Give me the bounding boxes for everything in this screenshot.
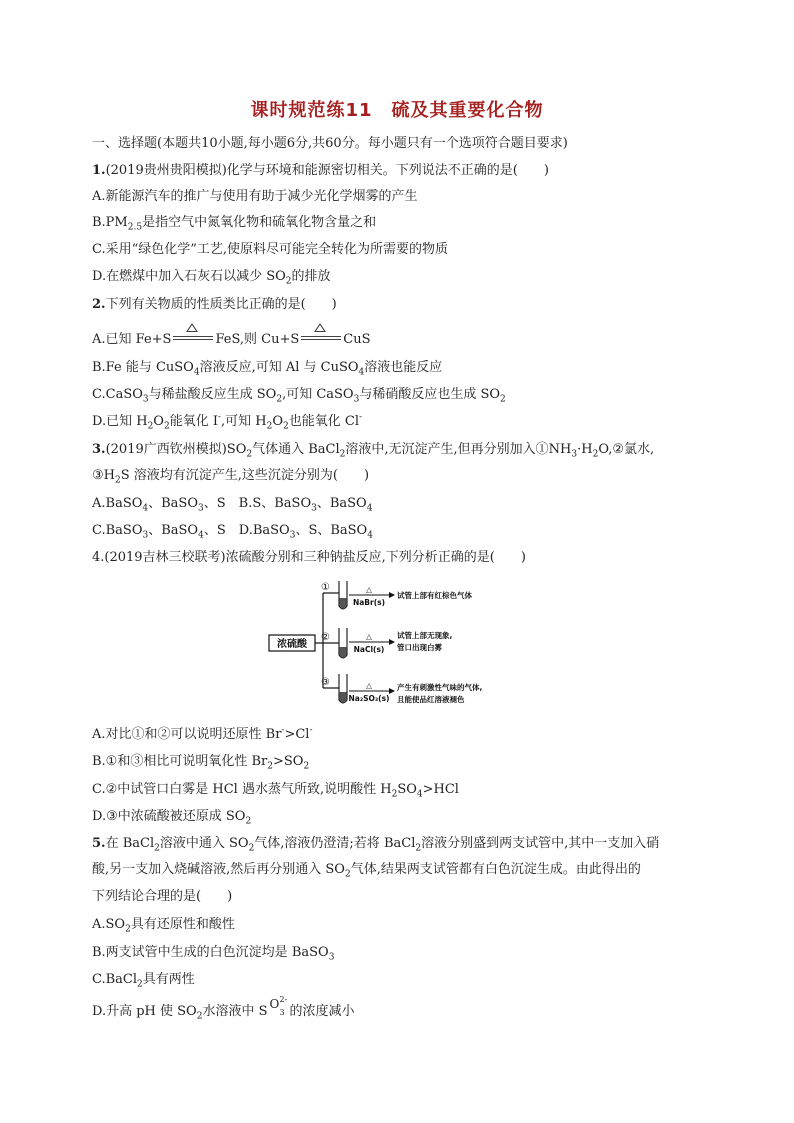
q4-option-c: C.②中试管口白雾是 HCl 遇水蒸气所致,说明酸性 $H_2SO_4>HCl$ <box>92 782 459 800</box>
observation-3b: 且能使品红溶液褪色 <box>397 695 465 704</box>
test-tube-3 <box>339 674 347 703</box>
branch-2-label: ② <box>321 632 330 643</box>
reaction-diagram <box>265 578 535 718</box>
q2-option-c: C.CaSO$_3$与稀盐酸反应生成 $SO_2$,可知 CaSO$_3$与稀硝酸反应也生成 $SO_2$ <box>92 387 506 405</box>
q5-option-a: $A.SO_2$具有还原性和酸性 <box>92 917 235 935</box>
q3-stem-line2: $③H_2S$ 溶液均有沉淀产生,这些沉淀分别为( ) <box>92 468 370 486</box>
q1-d-text: D.在燃煤中加入石灰石以减少 SO <box>92 269 286 284</box>
acid-label: 浓硫酸 <box>277 639 307 650</box>
q1-option-c: C.采用“绿色化学”工艺,使原料尽可能完全转化为所需要的物质 <box>92 242 449 257</box>
q2-a-text1: A.已知 Fe+S <box>92 332 172 347</box>
heat-symbol-1: △ <box>366 585 372 594</box>
q5-option-b: B.两支试管中生成的白色沉淀均是 BaSO$_3$ <box>92 945 335 963</box>
heat-symbol-3: △ <box>366 681 372 690</box>
q2-number: 2. <box>92 297 106 312</box>
q1-stem-text: (2019贵州贵阳模拟)化学与环境和能源密切相关。下列说法不正确的是( ) <box>105 163 549 178</box>
q4-option-d: D.③中浓硫酸被还原成 $SO_2$ <box>92 809 252 827</box>
observation-3a: 产生有刺激性气味的气体, <box>397 683 483 692</box>
q5-stem-line3: 下列结论合理的是( ) <box>92 889 233 904</box>
q4-option-b: B.①和③相比可说明氧化性 $Br_2>SO_2$ <box>92 754 310 772</box>
salt-1-label: NaBr(s) <box>352 598 386 607</box>
q5-number: 5. <box>92 836 106 851</box>
q2-option-d: D.已知 $H_2O_2$能氧化 I-,可知 $H_2O_2$也能氧化 Cl- <box>92 412 363 432</box>
q2-stem-text: 下列有关物质的性质类比正确的是( ) <box>105 297 337 312</box>
q2-option-b: B.Fe 能与 CuSO$_4$溶液反应,可知 Al 与 CuSO$_4$溶液也能反应 <box>92 360 443 378</box>
q2-a-text3: CuS <box>343 332 371 347</box>
q2-option-a <box>92 331 732 349</box>
q2-stem <box>92 296 732 314</box>
q5-option-c: C.BaCl$_2$具有两性 <box>92 972 195 990</box>
q1-stem <box>92 162 732 180</box>
observation-2a: 试管上部无现象, <box>397 631 453 640</box>
test-tube-2 <box>339 628 347 658</box>
q3-number: 3. <box>92 442 106 457</box>
q1-d-text2: 的排放 <box>291 269 331 284</box>
q1-option-b <box>92 214 732 232</box>
heat-symbol-2: △ <box>366 632 372 641</box>
salt-3-label: Na₂SO₃(s) <box>348 694 390 703</box>
sulfite-ion: O 2- 3 <box>269 995 288 1017</box>
page-title: 课时规范练11 硫及其重要化合物 <box>250 100 544 121</box>
q1-d-sub: 2 <box>285 276 292 287</box>
observation-2b: 管口出现白雾 <box>397 643 442 652</box>
q3-options-ab: A.BaSO$_4$、BaSO$_3$、S B.S、BaSO$_3$、BaSO$_4$ <box>92 496 373 514</box>
section-heading: 一、选择题(本题共10小题,每小题6分,共60分。每小题只有一个选项符合题目要求) <box>92 136 568 151</box>
q4-stem: 4.(2019吉林三校联考)浓硫酸分别和三种钠盐反应,下列分析正确的是( ) <box>92 550 526 565</box>
heat-equals-sign <box>301 331 341 345</box>
q1-option-d <box>92 268 732 286</box>
q1-b-text2: 是指空气中氮氧化物和硫氧化物含量之和 <box>142 215 377 230</box>
heat-equals-sign <box>173 331 213 345</box>
q1-b-text: B.PM <box>92 215 128 230</box>
observation-1: 试管上部有红棕色气体 <box>397 591 472 600</box>
q3-stem-line1: 3.(2019广西钦州模拟)$SO_2$气体通入 BaCl$_2$溶液中,无沉淀产生,但再分别加入$①NH_3\cdot H_2O,②$氯水, <box>92 442 655 460</box>
q5-stem-line1: 5.在 BaCl$_2$溶液中通入 $SO_2$气体,溶液仍澄清;若将 BaCl$_2$溶液分别盛到两支试管中,其中一支加入硝 <box>92 836 660 854</box>
branch-1-label: ① <box>321 582 330 593</box>
q1-number: 1. <box>92 163 106 178</box>
test-tube-1 <box>339 581 347 609</box>
q1-option-a: A.新能源汽车的推广与使用有助于减少光化学烟雾的产生 <box>92 189 418 204</box>
q5-option-d: D.升高 pH 使 $SO_2$水溶液中 S O 2- 3 的浓度减小 <box>92 995 355 1022</box>
q4-option-a: A.对比①和②可以说明还原性 Br->Cl- <box>92 725 313 742</box>
branch-3-label: ③ <box>321 677 330 688</box>
salt-2-label: NaCl(s) <box>353 645 385 654</box>
q2-a-text2: FeS,则 Cu+S <box>215 332 300 347</box>
q5-stem-line2: 酸,另一支加入烧碱溶液,然后再分别通入 $SO_2$气体,结果两支试管都有白色沉淀生成。由此得出的 <box>92 862 641 880</box>
q1-b-sub: 2.5 <box>127 222 143 233</box>
q3-options-cd: C.BaSO$_3$、BaSO$_4$、S D.BaSO$_3$、S、BaSO$_4$ <box>92 523 373 541</box>
